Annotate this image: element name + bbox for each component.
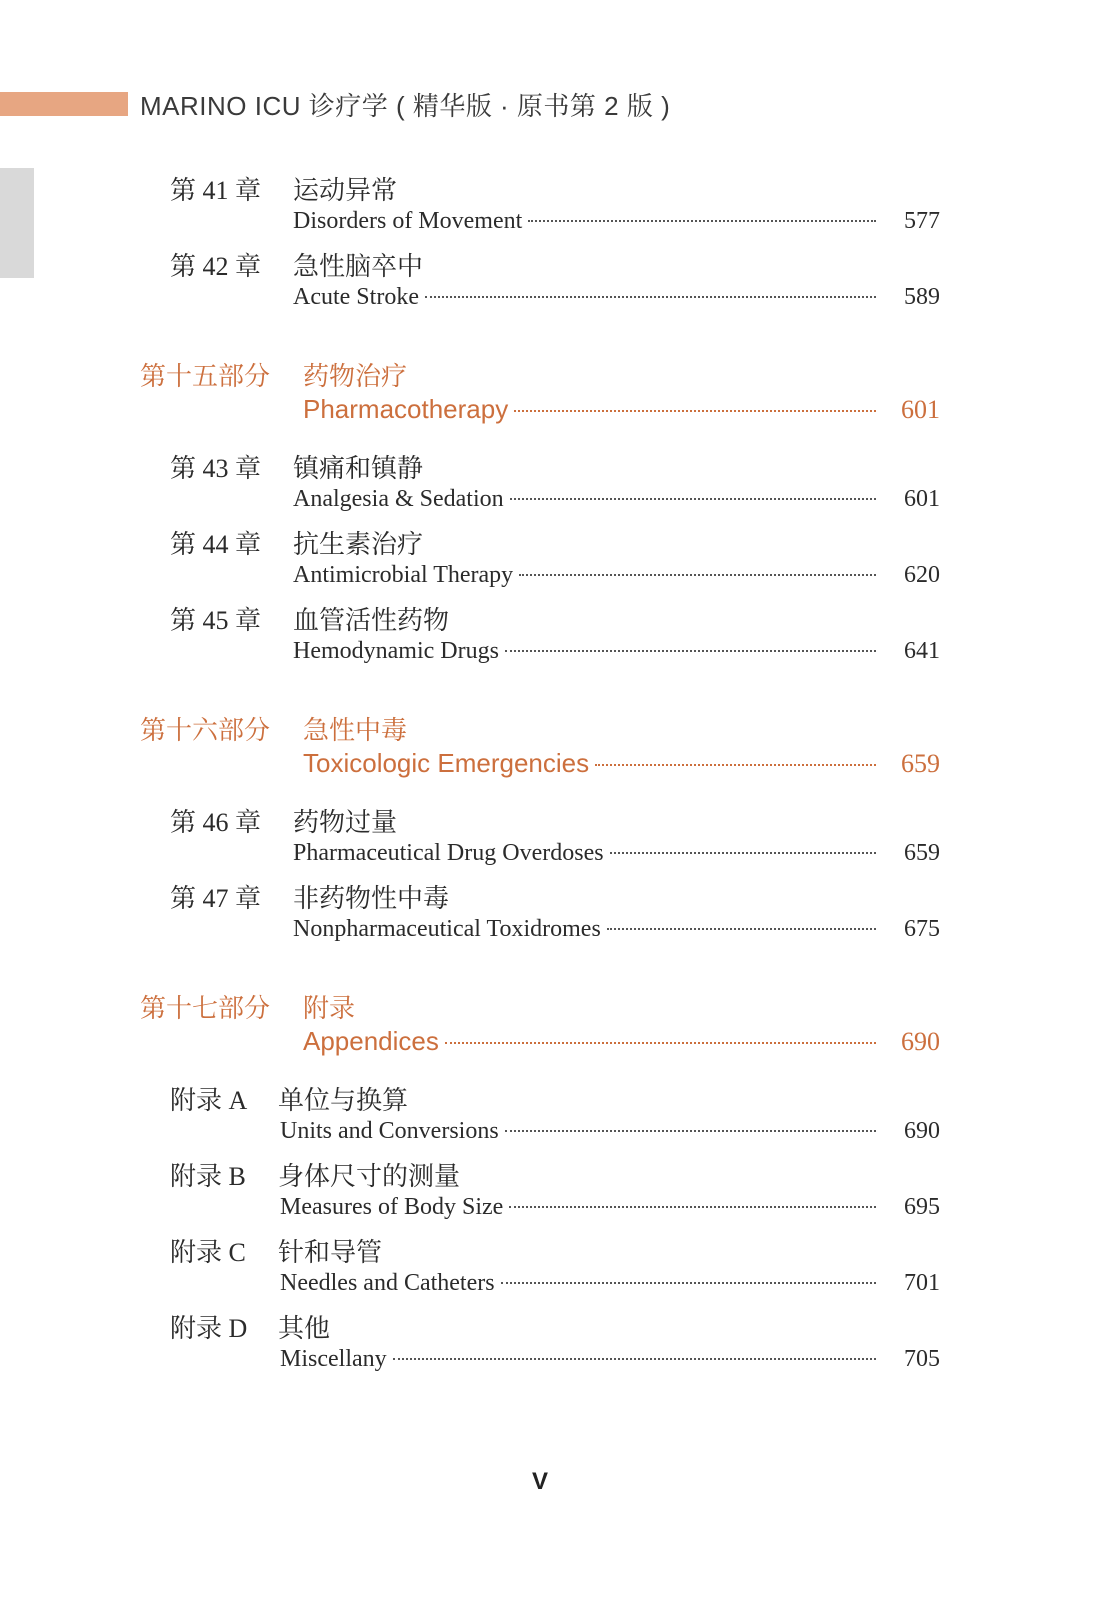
entry-label: 第 41 章 xyxy=(170,176,262,205)
entry-title-cn: 镇痛和镇静 xyxy=(293,454,424,484)
entry-title-cn: 血管活性药物 xyxy=(293,606,450,636)
entry-page-number: 641 xyxy=(904,638,940,664)
part-label: 第十六部分 xyxy=(140,716,271,746)
entry-title-en: Hemodynamic Drugs xyxy=(293,638,499,664)
entry-page-number: 577 xyxy=(904,208,940,234)
entry-page-number: 701 xyxy=(904,1270,940,1296)
side-thumb-tab xyxy=(0,168,34,278)
entry-title-en: Miscellany xyxy=(280,1346,387,1372)
part-title-en: Pharmacotherapy xyxy=(303,394,509,424)
leader-dots xyxy=(528,220,876,222)
part-title-cn: 附录 xyxy=(303,994,356,1024)
entry-label: 第 46 章 xyxy=(170,808,262,837)
part-title-cn: 急性中毒 xyxy=(303,716,408,746)
part-title-en: Toxicologic Emergencies xyxy=(303,748,590,778)
entry-title-cn: 其他 xyxy=(278,1314,331,1344)
entry-title-cn: 抗生素治疗 xyxy=(293,530,424,560)
entry-title-en: Nonpharmaceutical Toxidromes xyxy=(293,916,601,942)
leader-dots xyxy=(445,1042,876,1044)
entry-title-en: Disorders of Movement xyxy=(293,208,523,234)
leader-dots xyxy=(505,1130,876,1132)
entry-page-number: 675 xyxy=(904,916,940,942)
entry-title-en: Acute Stroke xyxy=(293,284,419,310)
leader-dots xyxy=(519,574,876,576)
entry-label: 第 42 章 xyxy=(170,252,262,281)
leader-dots xyxy=(509,1206,876,1208)
entry-title-en: Measures of Body Size xyxy=(280,1194,504,1220)
entry-label: 第 43 章 xyxy=(170,454,262,483)
entry-label: 附录 C xyxy=(170,1238,246,1267)
part-label: 第十七部分 xyxy=(140,994,271,1024)
leader-dots xyxy=(514,410,876,412)
entry-title-en: Units and Conversions xyxy=(280,1118,499,1144)
page-number: V xyxy=(531,1468,548,1495)
entry-page-number: 690 xyxy=(904,1118,940,1144)
part-title-en: Appendices xyxy=(303,1026,439,1056)
part-page-number: 690 xyxy=(901,1027,940,1056)
entry-title-cn: 单位与换算 xyxy=(278,1086,409,1116)
entry-title-cn: 身体尺寸的测量 xyxy=(278,1162,461,1192)
running-header-title: MARINO ICU 诊疗学 ( 精华版 · 原书第 2 版 ) xyxy=(140,91,671,121)
entry-page-number: 601 xyxy=(904,486,940,512)
leader-dots xyxy=(425,296,876,298)
entry-label: 附录 D xyxy=(170,1314,248,1343)
entry-title-cn: 针和导管 xyxy=(278,1238,383,1268)
part-label: 第十五部分 xyxy=(140,362,271,392)
part-page-number: 659 xyxy=(901,749,940,778)
part-page-number: 601 xyxy=(901,395,940,424)
leader-dots xyxy=(501,1282,876,1284)
entry-label: 附录 B xyxy=(170,1162,246,1191)
entry-title-en: Pharmaceutical Drug Overdoses xyxy=(293,840,604,866)
entry-title-en: Needles and Catheters xyxy=(280,1270,495,1296)
entry-page-number: 659 xyxy=(904,840,940,866)
entry-title-cn: 药物过量 xyxy=(293,808,398,838)
entry-label: 第 44 章 xyxy=(170,530,262,559)
entry-page-number: 695 xyxy=(904,1194,940,1220)
entry-page-number: 620 xyxy=(904,562,940,588)
leader-dots xyxy=(610,852,876,854)
entry-page-number: 589 xyxy=(904,284,940,310)
leader-dots xyxy=(607,928,876,930)
entry-title-en: Antimicrobial Therapy xyxy=(293,562,514,588)
entry-label: 第 45 章 xyxy=(170,606,262,635)
entry-label: 第 47 章 xyxy=(170,884,262,913)
leader-dots xyxy=(510,498,876,500)
entry-title-cn: 运动异常 xyxy=(293,176,398,206)
leader-dots xyxy=(505,650,876,652)
leader-dots xyxy=(595,764,876,766)
leader-dots xyxy=(393,1358,876,1360)
entry-label: 附录 A xyxy=(170,1086,248,1115)
part-title-cn: 药物治疗 xyxy=(303,362,408,392)
entry-page-number: 705 xyxy=(904,1346,940,1372)
header-accent-bar xyxy=(0,92,128,116)
entry-title-cn: 急性脑卒中 xyxy=(293,252,424,282)
entry-title-cn: 非药物性中毒 xyxy=(293,884,450,914)
entry-title-en: Analgesia & Sedation xyxy=(293,486,504,512)
